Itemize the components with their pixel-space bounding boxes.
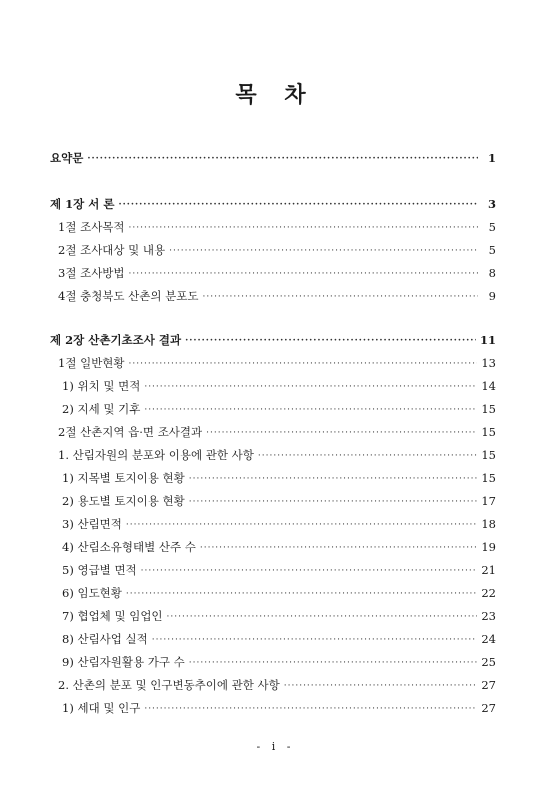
toc-entry-page: 15 [481, 425, 496, 439]
toc-entry-section[interactable] [58, 242, 496, 258]
toc-entry-chapter-2[interactable] [50, 332, 496, 348]
toc-entry-label: 9) 산림자원활용 가구 수 [62, 655, 185, 669]
toc-entry-label: 2절 조사대상 및 내용 [58, 243, 166, 257]
toc-leader-dots [258, 448, 477, 464]
toc-entry-page: 27 [481, 701, 496, 715]
toc-leader-dots [189, 471, 478, 487]
toc-entry-page: 13 [481, 356, 496, 370]
toc-entry-section[interactable] [58, 288, 496, 304]
toc-entry-item[interactable] [62, 654, 496, 670]
toc-leader-dots [169, 243, 478, 259]
toc-leader-dots [200, 540, 478, 556]
toc-entry-summary[interactable] [50, 150, 496, 166]
toc-entry-label: 2) 지세 및 기후 [62, 402, 141, 416]
toc-leader-dots [129, 266, 478, 282]
toc-leader-dots [202, 289, 478, 305]
toc-entry-label: 제 1장 서 론 [50, 197, 115, 211]
toc-entry-page: 19 [481, 540, 496, 554]
toc-leader-dots [189, 494, 478, 510]
toc-leader-dots [129, 356, 478, 372]
toc-entry-page: 5 [488, 243, 496, 257]
toc-entry-page: 23 [481, 609, 496, 623]
toc-entry-label: 2) 용도별 토지이용 현황 [62, 494, 185, 508]
toc-entry-label: 1) 세대 및 인구 [62, 701, 141, 715]
toc-entry-label: 요약문 [50, 151, 84, 165]
toc-entry-page: 21 [481, 563, 496, 577]
toc-entry-page: 9 [488, 289, 496, 303]
toc-entry-label: 1. 산림자원의 분포와 이용에 관한 사항 [58, 448, 254, 462]
toc-entry-label: 1절 조사목적 [58, 220, 125, 234]
toc-entry-item[interactable] [62, 516, 496, 532]
toc-entry-page: 3 [487, 197, 496, 211]
toc-entry-page: 27 [481, 678, 496, 692]
toc-entry-label: 제 2장 산촌기초조사 결과 [50, 333, 182, 347]
toc-entry-subsection[interactable] [58, 447, 496, 463]
toc-entry-chapter-1[interactable] [50, 196, 496, 212]
toc-leader-dots [144, 402, 477, 418]
toc-entry-label: 6) 임도현황 [62, 586, 122, 600]
toc-leader-dots [87, 151, 478, 167]
page-number: - i - [256, 740, 295, 753]
toc-leader-dots [206, 425, 477, 441]
toc-leader-dots [126, 517, 477, 533]
toc-leader-dots [185, 333, 476, 349]
toc-entry-page: 5 [488, 220, 496, 234]
toc-entry-label: 7) 협업체 및 임업인 [62, 609, 163, 623]
toc-entry-label: 1) 위치 및 면적 [62, 379, 141, 393]
toc-entry-label: 4절 충청북도 산촌의 분포도 [58, 289, 199, 303]
toc-entry-item[interactable] [62, 470, 496, 486]
toc-entry-page: 15 [481, 448, 496, 462]
toc-entry-label: 2절 산촌지역 읍·면 조사결과 [58, 425, 203, 439]
toc-entry-section[interactable] [58, 424, 496, 440]
toc-entry-page: 8 [488, 266, 496, 280]
toc-leader-dots [144, 379, 477, 395]
toc-entry-item[interactable] [62, 631, 496, 647]
toc-entry-item[interactable] [62, 562, 496, 578]
toc-entry-label: 8) 산림사업 실적 [62, 632, 148, 646]
toc-entry-item[interactable] [62, 700, 496, 716]
toc-entry-label: 3) 산림면적 [62, 517, 122, 531]
toc-leader-dots [126, 586, 477, 602]
toc-entry-subsection[interactable] [58, 677, 496, 693]
toc-entry-subsection[interactable] [62, 378, 496, 394]
page-title: 목 차 [235, 82, 316, 108]
toc-leader-dots [189, 655, 478, 671]
toc-entry-section[interactable] [58, 265, 496, 281]
toc-entry-subsection[interactable] [62, 401, 496, 417]
toc-entry-page: 22 [481, 586, 496, 600]
toc-entry-page: 1 [487, 151, 496, 165]
toc-entry-label: 5) 영급별 면적 [62, 563, 137, 577]
toc-entry-page: 15 [481, 471, 496, 485]
toc-entry-item[interactable] [62, 608, 496, 624]
toc-entry-page: 17 [481, 494, 496, 508]
toc-entry-label: 1) 지목별 토지이용 현황 [62, 471, 185, 485]
toc-entry-item[interactable] [62, 493, 496, 509]
toc-entry-page: 15 [481, 402, 496, 416]
toc-entry-page: 25 [481, 655, 496, 669]
toc-leader-dots [152, 632, 478, 648]
toc-entry-label: 2. 산촌의 분포 및 인구변동추이에 관한 사항 [58, 678, 280, 692]
toc-leader-dots [144, 701, 477, 717]
toc-entry-item[interactable] [62, 539, 496, 555]
toc-entry-item[interactable] [62, 585, 496, 601]
toc-entry-page: 14 [481, 379, 496, 393]
toc-entry-page: 24 [481, 632, 496, 646]
toc-entry-page: 18 [481, 517, 496, 531]
toc-entry-section[interactable] [58, 355, 496, 371]
toc-leader-dots [129, 220, 478, 236]
toc-entry-label: 4) 산림소유형태별 산주 수 [62, 540, 196, 554]
toc-entry-section[interactable] [58, 219, 496, 235]
toc-leader-dots [167, 609, 478, 625]
toc-entry-page: 11 [479, 333, 496, 347]
toc-entry-label: 3절 조사방법 [58, 266, 125, 280]
toc-leader-dots [118, 197, 478, 213]
toc-leader-dots [284, 678, 478, 694]
toc-entry-label: 1절 일반현황 [58, 356, 125, 370]
toc-leader-dots [141, 563, 478, 579]
